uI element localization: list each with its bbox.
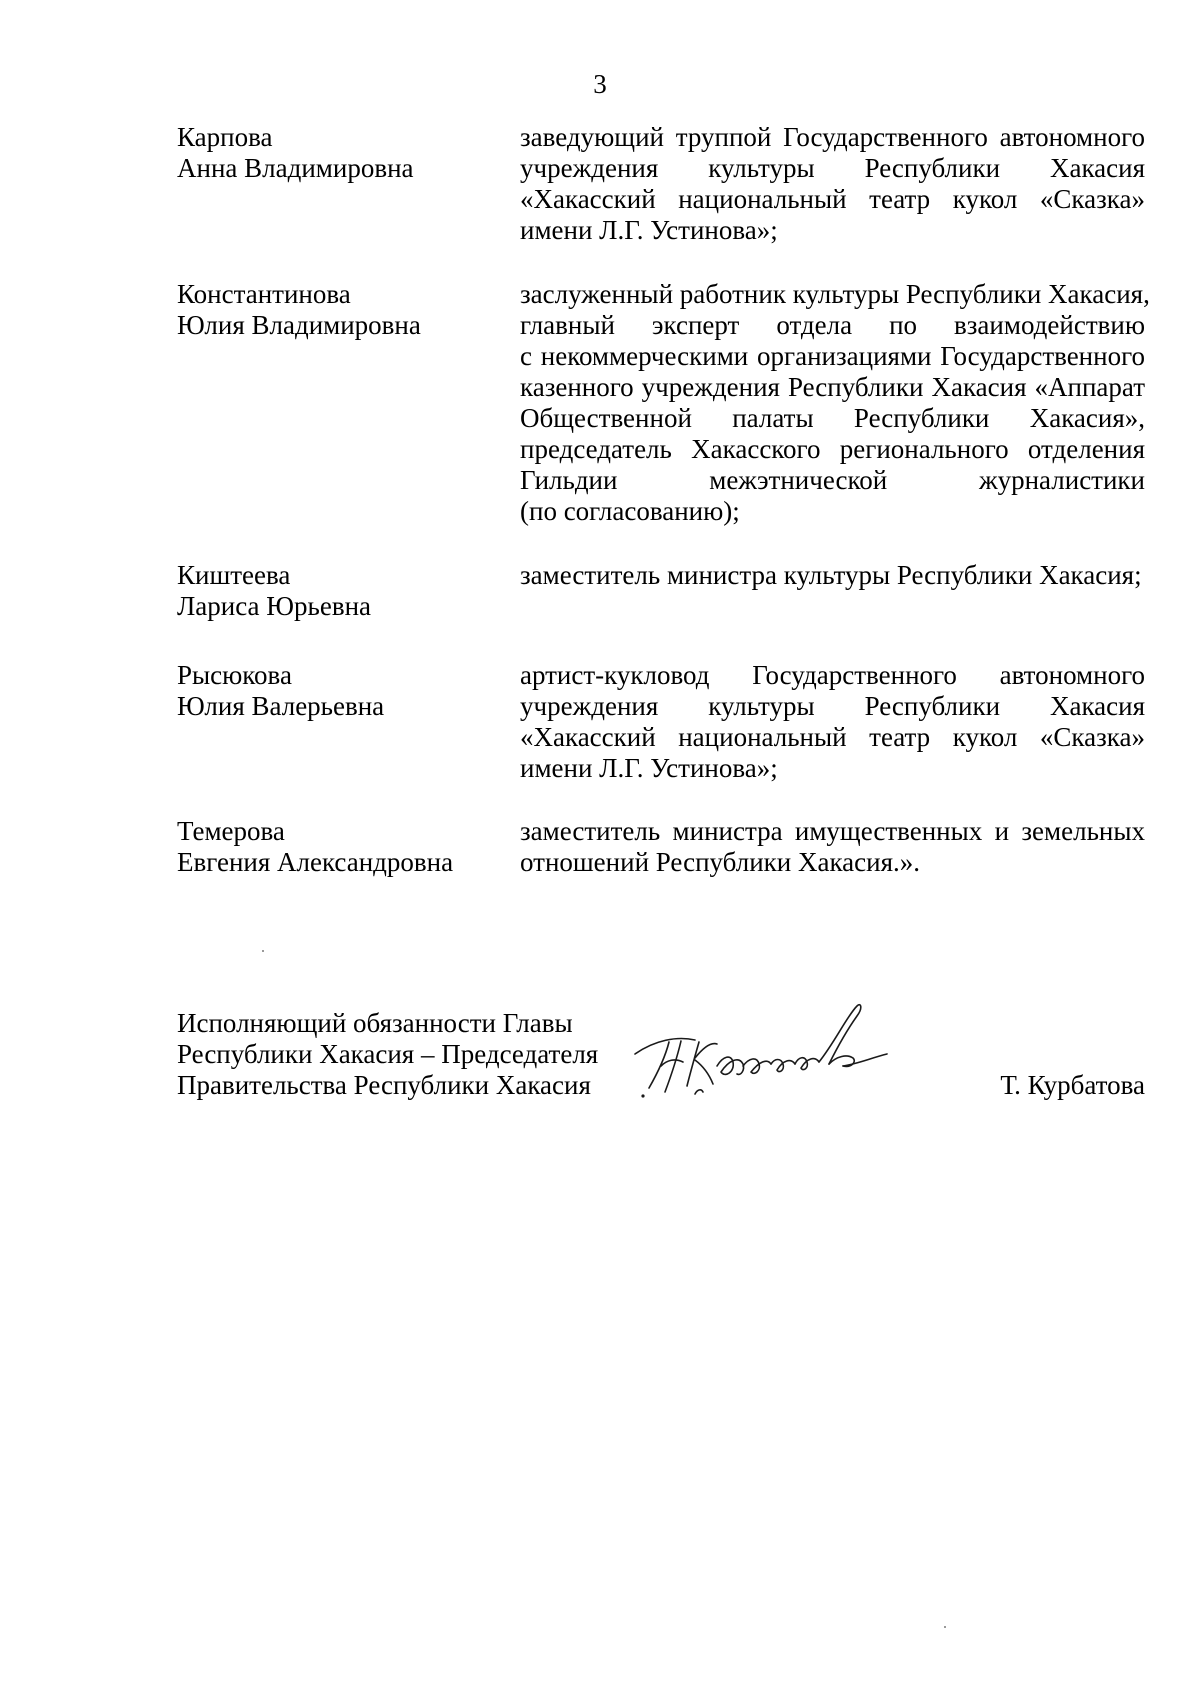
position-line: артист-кукловод Государственного автономного (520, 660, 1145, 690)
signature-block (177, 1008, 1145, 1118)
position-line: заслуженный работник культуры Республики Хакасия, (520, 279, 1150, 309)
position-line: имени Л.Г. Устинова»; (520, 215, 778, 245)
member-surname: Киштеева (177, 560, 291, 590)
member-given-names: Юлия Владимировна (177, 310, 421, 340)
position-line: учреждения культуры Республики Хакасия (520, 691, 1145, 721)
member-position (520, 122, 1145, 246)
position-line: заместитель министра имущественных и земельных (520, 816, 1145, 846)
member-given-names: Юлия Валерьевна (177, 691, 385, 721)
signer-title-line: Республики Хакасия – Председателя (177, 1039, 599, 1069)
member-given-names: Анна Владимировна (177, 153, 414, 183)
member-name (177, 660, 507, 722)
position-line: (по согласованию); (520, 496, 740, 526)
member-position (520, 279, 1150, 527)
member-given-names: Лариса Юрьевна (177, 591, 372, 621)
position-line: председатель Хакасского регионального отделения (520, 434, 1145, 464)
position-line: Общественной палаты Республики Хакасия», (520, 403, 1145, 433)
position-line: отношений Республики Хакасия.». (520, 847, 920, 877)
member-position (520, 816, 1145, 878)
member-position (520, 560, 1145, 591)
member-name (177, 816, 507, 878)
member-name (177, 122, 507, 184)
member-surname: Темерова (177, 816, 285, 846)
position-line: заведующий труппой Государственного автономного (520, 122, 1145, 152)
scan-speck (262, 950, 264, 952)
handwritten-signature (625, 996, 895, 1106)
member-entry (177, 560, 1145, 622)
member-surname: Константинова (177, 279, 351, 309)
member-entry (177, 279, 1150, 527)
position-line: «Хакасский национальный театр кукол «Сказка» (520, 722, 1145, 752)
page-number: 3 (593, 69, 607, 99)
scan-speck (944, 1626, 946, 1628)
signer-name: Т. Курбатова (1000, 1070, 1145, 1100)
member-entry (177, 122, 1145, 246)
member-surname: Карпова (177, 122, 273, 152)
member-given-names: Евгения Александровна (177, 847, 454, 877)
position-line: Гильдии межэтнической журналистики (520, 465, 1145, 495)
position-line: с некоммерческими организациями Государственного (520, 341, 1145, 371)
member-entry (177, 816, 1145, 878)
position-line: учреждения культуры Республики Хакасия (520, 153, 1145, 183)
member-name (177, 279, 507, 341)
member-position (520, 660, 1145, 784)
position-line: казенного учреждения Республики Хакасия «Аппарат (520, 372, 1145, 402)
position-line: заместитель министра культуры Республики Хакасия; (520, 560, 1142, 590)
position-line: главный эксперт отдела по взаимодействию (520, 310, 1145, 340)
position-line: «Хакасский национальный театр кукол «Сказка» (520, 184, 1145, 214)
member-entry (177, 660, 1145, 784)
position-line: имени Л.Г. Устинова»; (520, 753, 778, 783)
member-surname: Рысюкова (177, 660, 292, 690)
signer-title-line: Исполняющий обязанности Главы (177, 1008, 573, 1038)
member-name (177, 560, 507, 622)
signer-title (177, 1008, 597, 1101)
signer-title-line: Правительства Республики Хакасия (177, 1070, 591, 1100)
